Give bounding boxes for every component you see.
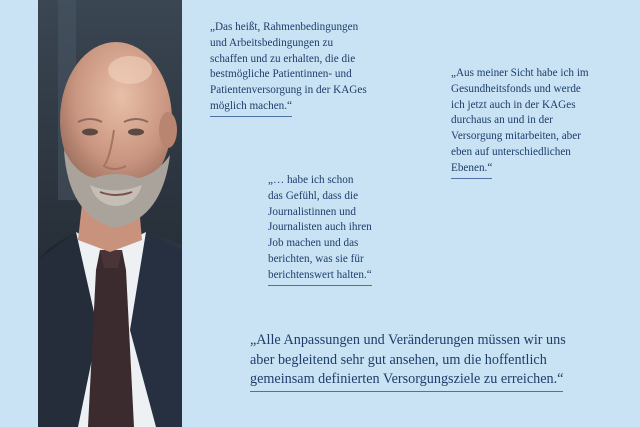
quote-line: Job machen und das bbox=[268, 237, 359, 250]
quote-working-conditions bbox=[210, 20, 367, 117]
quote-line: gemeinsam definierten Versorgungsziele zu erreichen.“ bbox=[250, 370, 563, 392]
quote-line: „Aus meiner Sicht habe ich im bbox=[451, 67, 589, 79]
quote-line: Gesundheitsfonds und werde bbox=[451, 82, 581, 95]
quote-line: Versorgung mitarbeiten, aber bbox=[451, 130, 581, 143]
quote-line: bestmögliche Patientinnen- und bbox=[210, 68, 352, 81]
quote-line: berichten, was sie für bbox=[268, 252, 364, 265]
quote-line: berichtenswert halten.“ bbox=[268, 268, 372, 286]
quote-journalists bbox=[268, 173, 372, 286]
quote-line: Journalisten auch ihren bbox=[268, 221, 372, 234]
quote-line: „… habe ich schon bbox=[268, 174, 354, 186]
quote-line: Journalistinnen und bbox=[268, 205, 356, 218]
quote-line: Patientenversorgung in der KAGes bbox=[210, 84, 367, 97]
quote-line: aber begleitend sehr gut ansehen, um die hoffentlich bbox=[250, 351, 547, 368]
quote-line: eben auf unterschiedlichen bbox=[451, 145, 571, 158]
quote-line: das Gefühl, dass die bbox=[268, 189, 359, 202]
quote-line: möglich machen.“ bbox=[210, 99, 292, 117]
portrait-photo bbox=[38, 0, 182, 427]
portrait-illustration bbox=[38, 0, 182, 427]
quote-line: Ebenen.“ bbox=[451, 161, 492, 179]
quote-line: durchaus an und in der bbox=[451, 114, 553, 127]
quote-line: „Das heißt, Rahmenbedingungen bbox=[210, 21, 359, 33]
quote-line: „Alle Anpassungen und Veränderungen müssen wir uns bbox=[250, 332, 566, 348]
quote-line: und Arbeitsbedingungen zu bbox=[210, 36, 334, 49]
quote-line: schaffen und zu erhalten, die die bbox=[210, 52, 356, 65]
quote-supply-goals bbox=[250, 331, 566, 392]
quote-line: ich jetzt auch in der KAGes bbox=[451, 98, 576, 111]
quote-health-fund bbox=[451, 66, 589, 179]
